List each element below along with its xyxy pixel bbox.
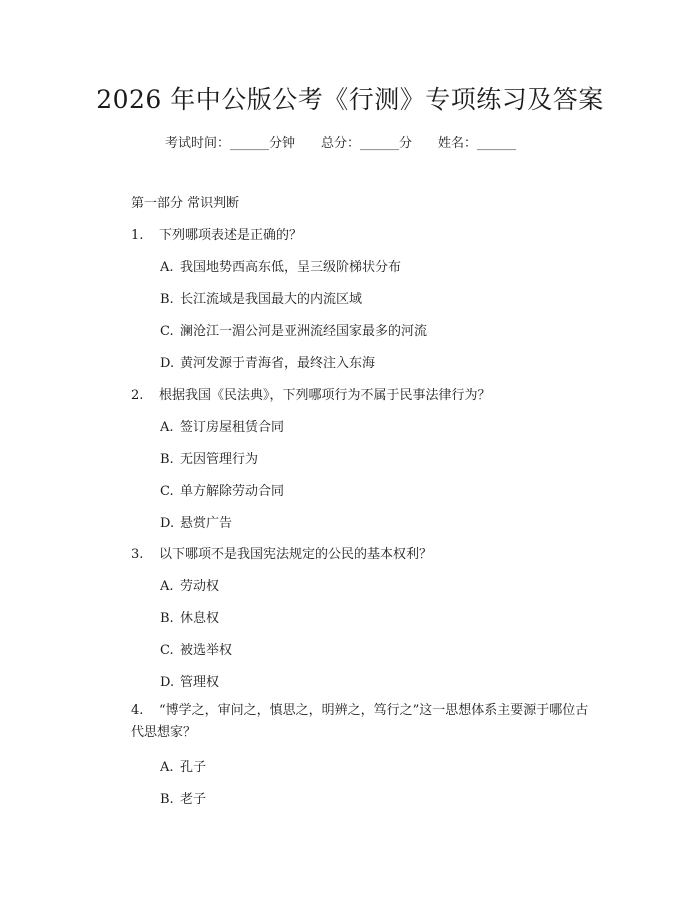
option-1a: A. 我国地势西高东低，呈三级阶梯状分布 (160, 260, 402, 275)
section-heading: 第一部分 常识判断 (131, 196, 240, 211)
exam-meta (165, 132, 516, 151)
option-2b: B. 无因管理行为 (160, 452, 259, 467)
option-2a: A. 签订房屋租赁合同 (160, 420, 285, 435)
question-text: 以下哪项不是我国宪法规定的公民的基本权利？ (159, 547, 433, 562)
name-label: 姓名：______ (438, 136, 517, 151)
option-4b: B. 老子 (160, 792, 207, 807)
document-title: 2026 年中公版公考《行测》专项练习及答案 (96, 85, 604, 114)
option-2c: C. 单方解除劳动合同 (160, 484, 285, 499)
question-number: 4. (131, 703, 144, 718)
option-1b: B. 长江流域是我国最大的内流区域 (160, 292, 363, 307)
option-1d: D. 黄河发源于青海省，最终注入东海 (160, 356, 376, 371)
option-1c: C. 澜沧江一湄公河是亚洲流经国家最多的河流 (160, 324, 428, 339)
option-3c: C. 被选举权 (160, 643, 233, 658)
exam-time-label: 考试时间：______分钟 (165, 136, 296, 151)
option-2d: D. 悬赏广告 (160, 516, 233, 531)
question-text: 根据我国《民法典》，下列哪项行为不属于民事法律行为？ (159, 388, 491, 403)
option-3b: B. 休息权 (160, 611, 220, 626)
question-1 (131, 224, 302, 243)
question-2 (131, 384, 491, 403)
option-3d: D. 管理权 (160, 675, 220, 690)
question-text: 下列哪项表述是正确的？ (159, 228, 303, 243)
total-score-label: 总分：______分 (321, 136, 413, 151)
option-3a: A. 劳动权 (160, 579, 220, 594)
question-3 (131, 543, 432, 562)
question-number: 2. (131, 388, 144, 403)
option-4a: A. 孔子 (160, 760, 207, 775)
question-4 (131, 700, 601, 744)
question-text: “博学之，审问之，慎思之，明辨之，笃行之”这一思想体系主要源于哪位古代思想家？ (131, 703, 589, 740)
question-number: 3. (131, 547, 144, 562)
question-number: 1. (131, 228, 144, 243)
